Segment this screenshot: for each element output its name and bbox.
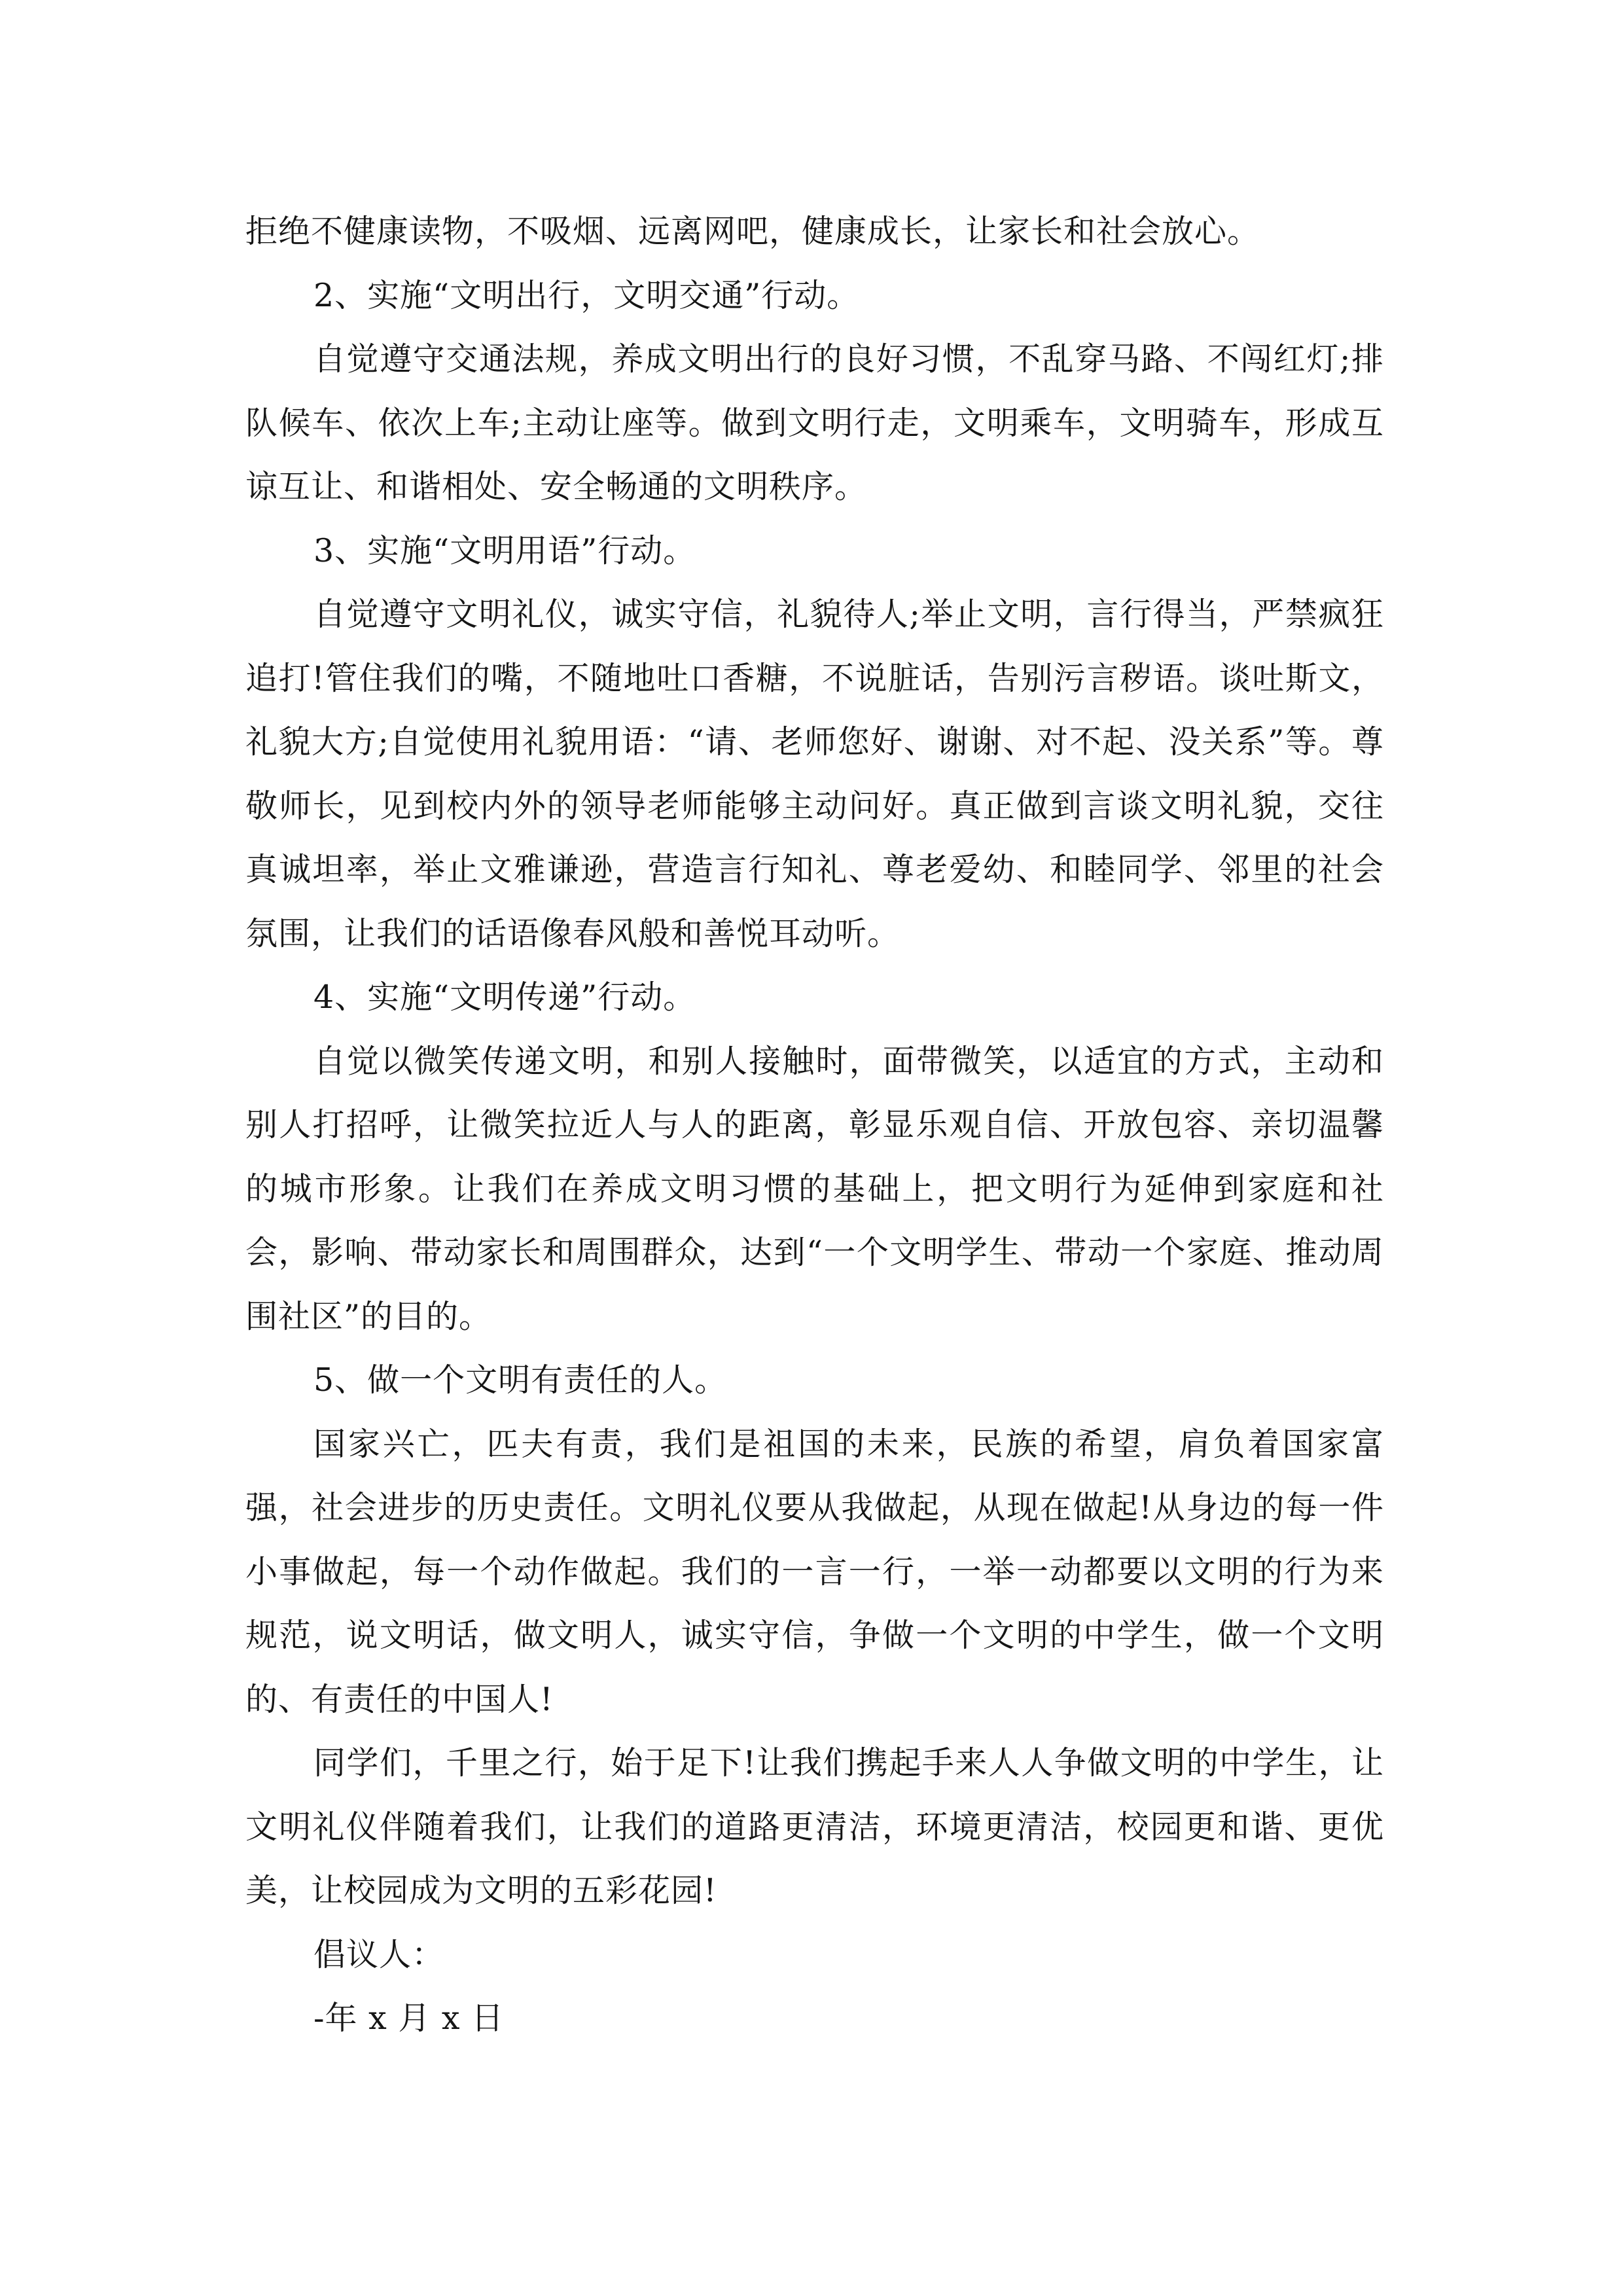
paragraph-1: 拒绝不健康读物，不吸烟、远离网吧，健康成长，让家长和社会放心。	[245, 213, 1260, 250]
heading-item-5: 5、做一个文明有责任的人。	[313, 1361, 728, 1399]
paragraph-10: 同学们，千里之行，始于足下!让我们携起手来人人争做文明的中学生，让文明礼仪伴随着我们，让我们的道路更清洁，环境更清洁，校园更和谐、更优美，让校园成为文明的五彩花园!	[245, 1744, 1384, 1909]
paragraph-5: 自觉遵守文明礼仪，诚实守信，礼貌待人;举止文明，言行得当，严禁疯狂追打!管住我们的嘴，不随地吐口香糖，不说脏话，告别污言秽语。谈吐斯文，礼貌大方;自觉使用礼貌用语：“请、老师您好、谢谢、对不起、没关系”等。尊敬师长，见到校内外的领导老师能够主动问好。真正做到言谈文明礼貌，交往真诚坦率，举止文雅谦逊，营造言行知礼、尊老爱幼、和睦同学、邻里的社会氛围，让我们的话语像春风般和善悦耳动听。	[245, 596, 1384, 952]
paragraph-3: 自觉遵守交通法规，养成文明出行的良好习惯，不乱穿马路、不闯红灯;排队候车、依次上车;主动让座等。做到文明行走，文明乘车，文明骑车，形成互谅互让、和谐相处、安全畅通的文明秩序。	[245, 340, 1384, 505]
paragraph-9: 国家兴亡，匹夫有责，我们是祖国的未来，民族的希望，肩负着国家富强，社会进步的历史责任。文明礼仪要从我做起，从现在做起!从身边的每一件小事做起，每一个动作做起。我们的一言一行，一举一动都要以文明的行为来规范，说文明话，做文明人，诚实守信，争做一个文明的中学生，做一个文明的、有责任的中国人!	[245, 1425, 1384, 1718]
paragraph-7: 自觉以微笑传递文明，和别人接触时，面带微笑，以适宜的方式，主动和别人打招呼，让微笑拉近人与人的距离，彰显乐观自信、开放包容、亲切温馨的城市形象。让我们在养成文明习惯的基础上，把文明行为延伸到家庭和社会，影响、带动家长和周围群众，达到“一个文明学生、带动一个家庭、推动周围社区”的目的。	[245, 1042, 1384, 1335]
document-body	[245, 200, 1384, 2051]
date-line: -年 x 月 x 日	[313, 2000, 505, 2037]
heading-item-2: 2、实施“文明出行，文明交通”行动。	[313, 276, 860, 314]
signature-label: 倡议人：	[313, 1935, 445, 1973]
heading-item-4: 4、实施“文明传递”行动。	[313, 978, 696, 1016]
heading-item-3: 3、实施“文明用语”行动。	[313, 531, 696, 569]
